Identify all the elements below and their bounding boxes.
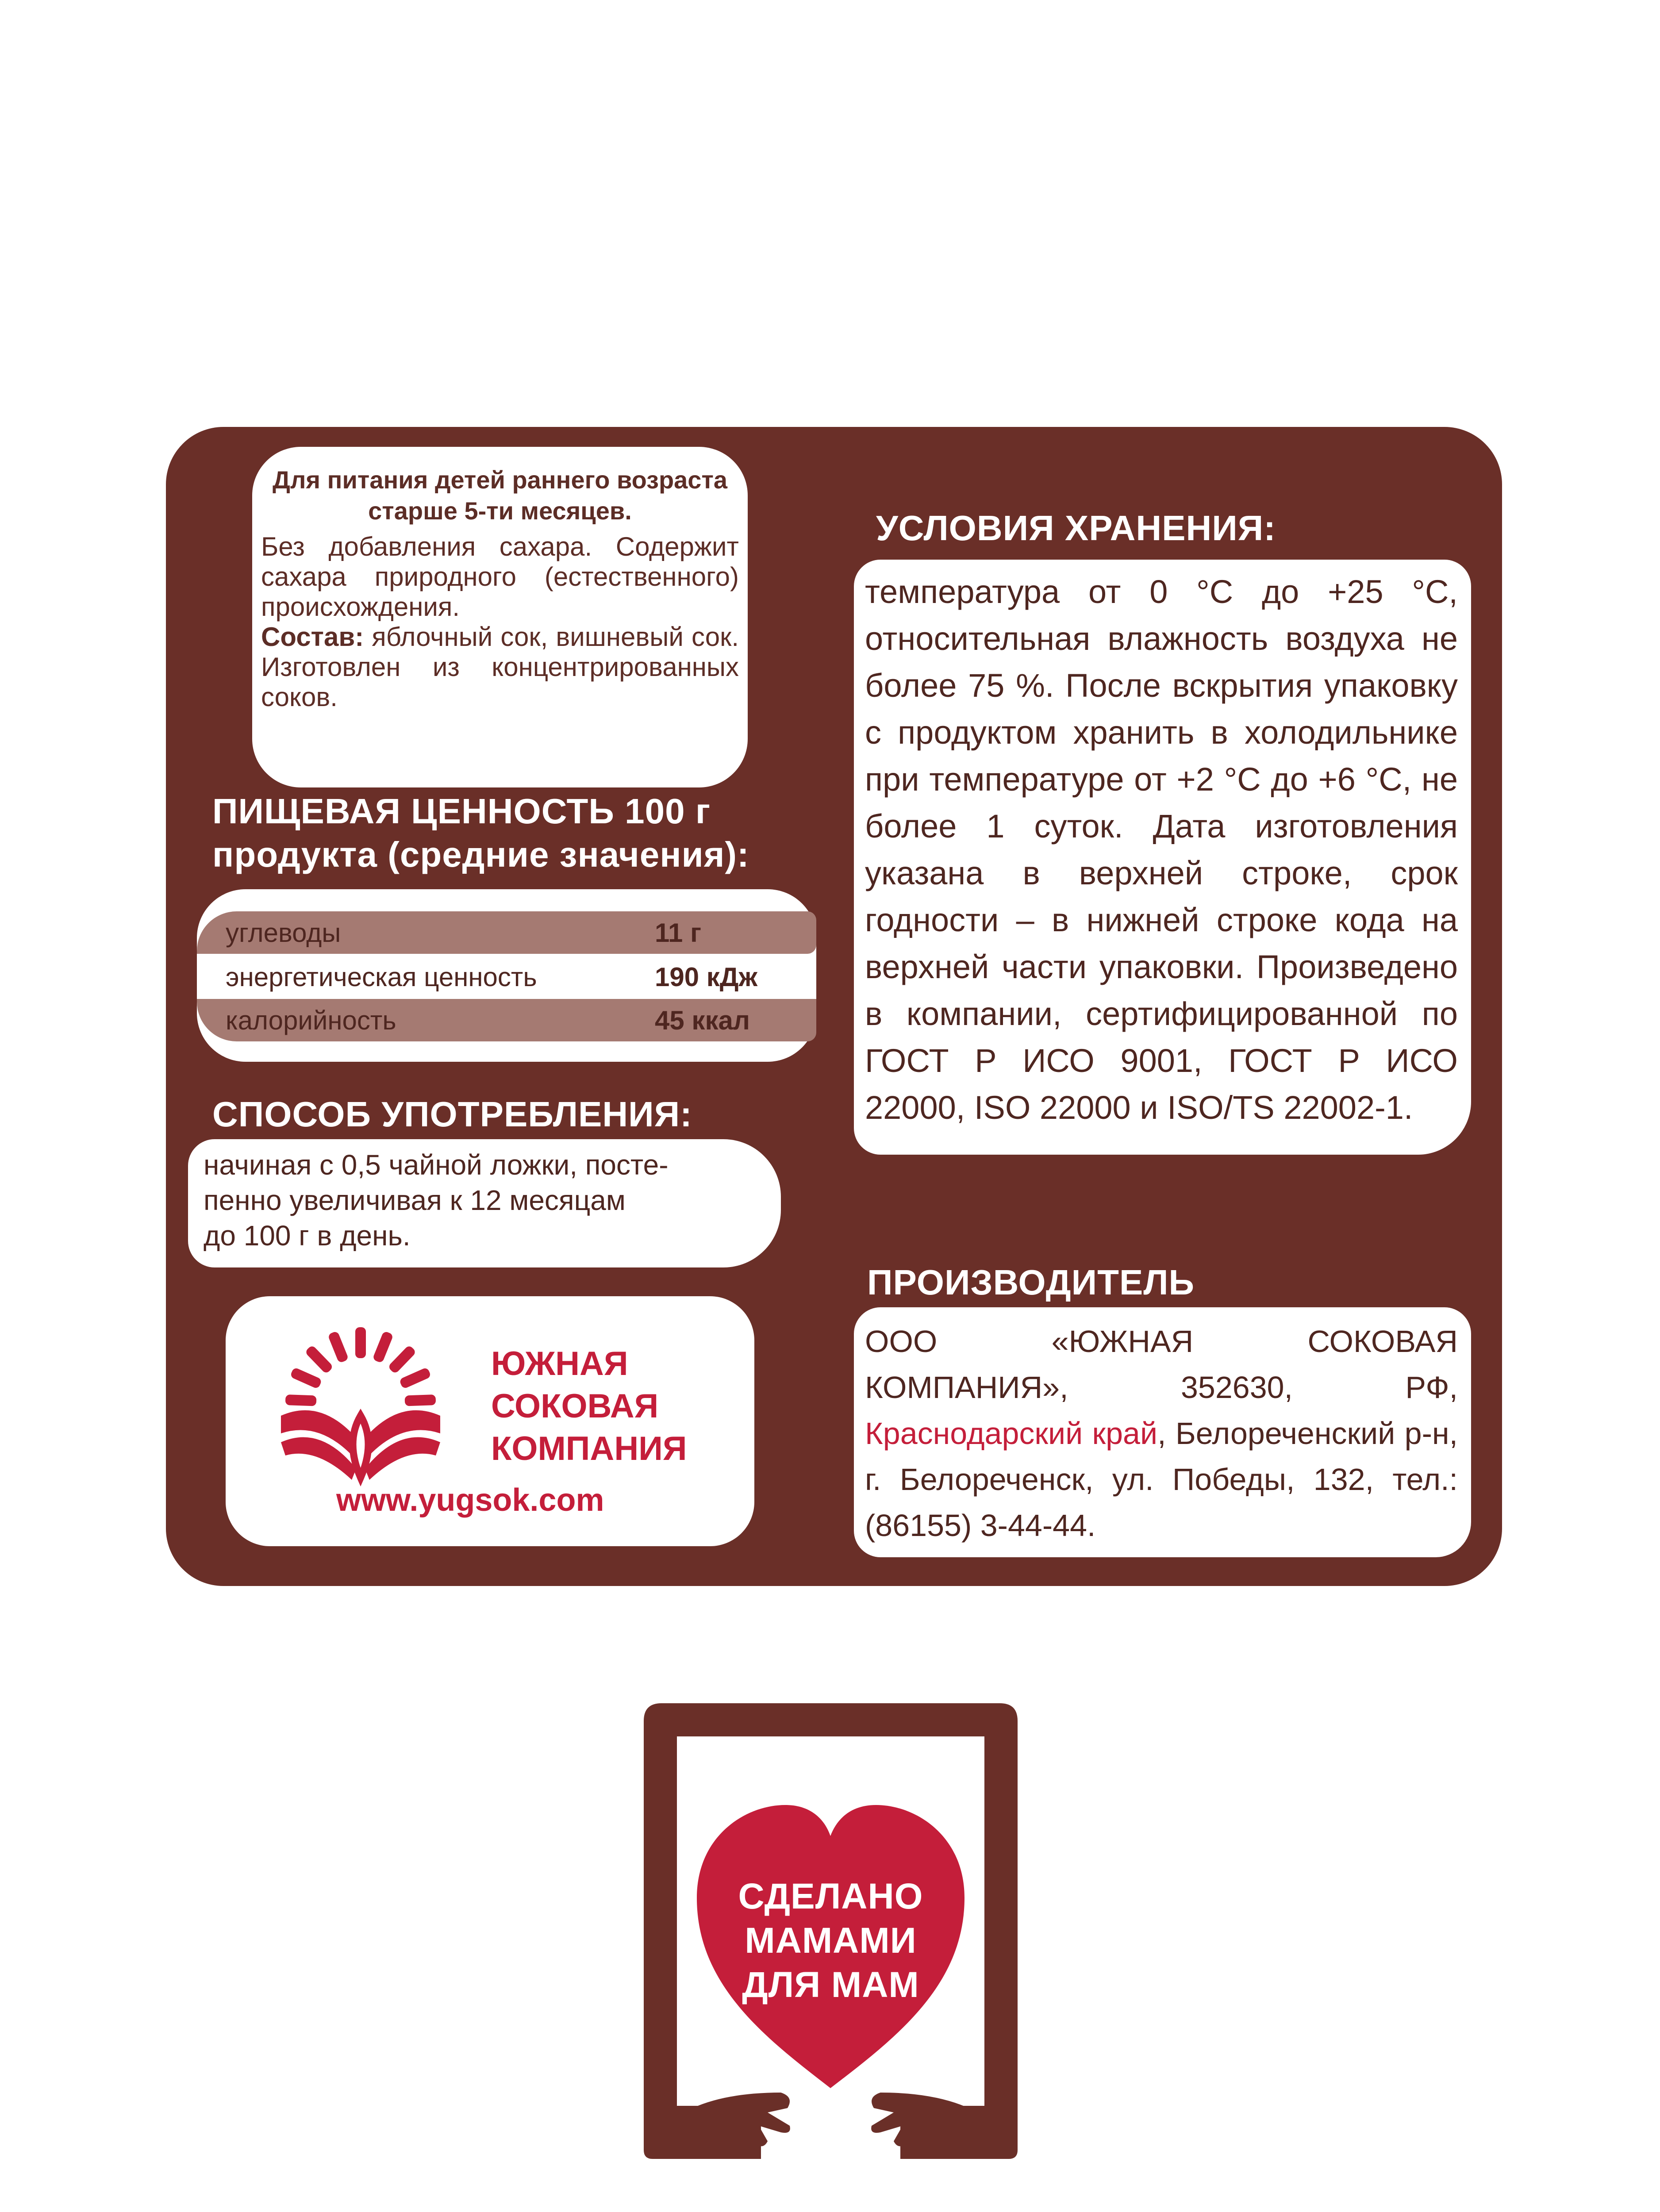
storage-text: температура от 0 °С до +25 °С, относительная влажность воздуха не более 75 %. После вскрытия упаковку с продуктом хранить в холодильнике при температуре от +2 °С до +6 °С, не более 1 суток. Дата изготовления указана в верхней строке, срок годности – в нижней строке кода на верхней части упаковки. Произведено в компании, сертифицированной по ГОСТ Р ИСО 9001, ГОСТ Р ИСО 22000, ISO 22000 и ISO/TS 22002-1. [865,573,1458,1126]
nutrient-value: 45 ккал [655,1005,750,1035]
intro-title-line-2: старше 5-ти месяцев. [368,497,632,525]
made-by-moms-badge [635,1694,1026,2168]
company-name-line-2: СОКОВАЯ [491,1387,659,1425]
manufacturer-text-a: ООО «ЮЖНАЯ СОКОВАЯ КОМПАНИЯ», 352630, РФ, [865,1324,1458,1405]
nutrient-name: углеводы [226,918,341,948]
nutrient-name: калорийность [226,1005,396,1035]
company-website-link[interactable]: www.yugsok.com [336,1482,604,1518]
intro-title-line-1: Для питания детей раннего возраста [272,466,728,494]
nutrient-name: энергетическая ценность [226,962,537,992]
intro-card [252,447,748,787]
usage-heading: СПОСОБ УПОТРЕБЛЕНИЯ: [212,1094,692,1134]
storage-card [854,560,1471,1155]
table-row [197,911,816,954]
table-row [197,956,816,998]
label-panel [166,427,1502,1586]
composition-text: яблочный сок, вишневый сок. Изготовлен из концентрированных соков. [261,622,739,712]
usage-line-1: начиная с 0,5 чайной ложки, посте- [204,1149,669,1181]
usage-line-2: пенно увеличивая к 12 месяцам [204,1184,626,1216]
intro-text [261,532,739,712]
nutrient-value: 11 г [655,918,702,948]
manufacturer-text-b: , Белореченский р-н, г. Белореченск, ул. Победы, 132, тел.: (86155) 3-44-44. [865,1416,1458,1543]
badge-line-2: МАМАМИ [745,1920,917,1961]
nutrition-heading [212,790,876,876]
company-logo-card [226,1296,754,1546]
nutrition-table [197,889,816,1062]
badge-line-1: СДЕЛАНО [738,1876,923,1916]
usage-card [188,1139,781,1267]
composition-label: Состав: [261,622,364,652]
sun-leaves-icon [268,1327,453,1486]
manufacturer-heading: ПРОИЗВОДИТЕЛЬ [867,1263,1195,1302]
company-name-line-1: ЮЖНАЯ [491,1345,628,1382]
table-row [197,999,816,1041]
manufacturer-region: Краснодарский край [865,1416,1158,1451]
nutrition-heading-line-2: продукта (средние значения): [212,835,749,874]
company-name-line-3: КОМПАНИЯ [491,1430,687,1467]
badge-line-3: ДЛЯ МАМ [742,1965,919,2005]
nutrient-value: 190 кДж [655,962,758,992]
manufacturer-card [854,1307,1471,1557]
storage-heading: УСЛОВИЯ ХРАНЕНИЯ: [876,508,1276,548]
usage-line-3: до 100 г в день. [204,1220,411,1252]
company-name [491,1343,687,1470]
nutrition-heading-line-1: ПИЩЕВАЯ ЦЕННОСТЬ 100 г [212,791,711,831]
intro-title [261,465,739,526]
sugar-note: Без добавления сахара. Содержит сахара природного (естественного) происхождения. [261,532,739,622]
